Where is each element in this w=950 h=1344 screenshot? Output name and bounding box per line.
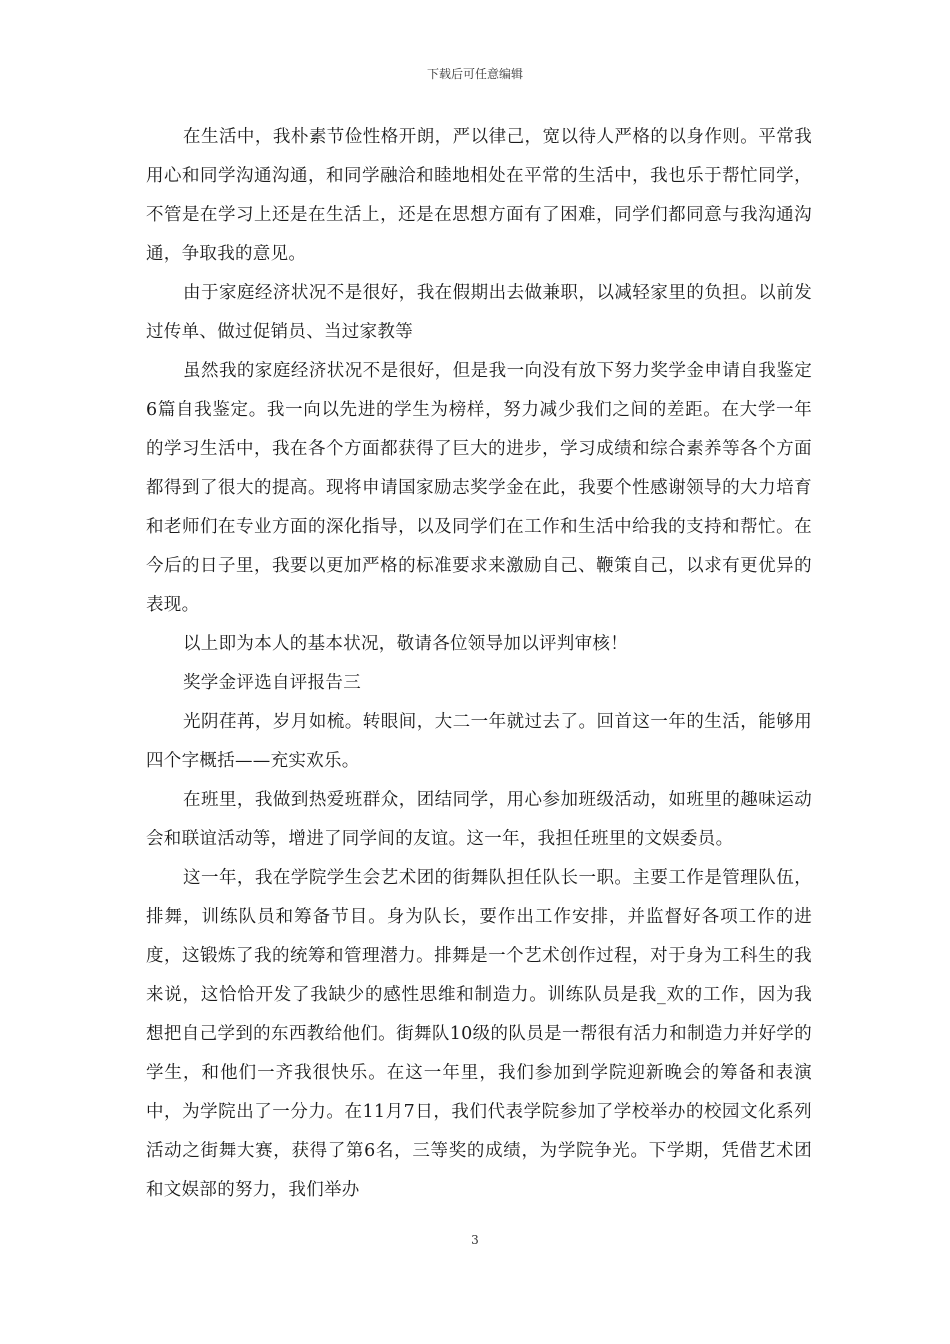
paragraph-part-time: 由于家庭经济状况不是很好，我在假期出去做兼职，以减轻家里的负担。以前发过传单、做过促销员、当过家教等 xyxy=(146,283,812,342)
paragraph-intro: 光阴荏苒，岁月如梳。转眼间，大二一年就过去了。回首这一年的生活，能够用四个字概括——充实欢乐。 xyxy=(146,712,812,771)
page-number: 3 xyxy=(471,1233,479,1247)
paragraph-class: 在班里，我做到热爱班群众，团结同学，用心参加班级活动，如班里的趣味运动会和联谊活动等，增进了同学间的友谊。这一年，我担任班里的文娱委员。 xyxy=(146,790,812,849)
page-header: 下载后可任意编辑 xyxy=(426,67,523,81)
paragraph-closing: 以上即为本人的基本状况，敬请各位领导加以评判审核！ xyxy=(183,634,628,654)
document-body xyxy=(146,118,812,1210)
paragraph-life: 在生活中，我朴素节俭性格开朗，严以律己，宽以待人严格的以身作则。平常我用心和同学沟通沟通，和同学融洽和睦地相处在平常的生活中，我也乐于帮忙同学，不管是在学习上还是在生活上，还是在思想方面有了困难，同学们都同意与我沟通沟通，争取我的意见。 xyxy=(146,127,812,264)
paragraph-progress: 虽然我的家庭经济状况不是很好，但是我一向没有放下努力奖学金申请自我鉴定6篇自我鉴定。我一向以先进的学生为榜样，努力减少我们之间的差距。在大学一年的学习生活中，我在各个方面都获得了巨大的进步，学习成绩和综合素养等各个方面都得到了很大的提高。现将申请国家励志奖学金在此，我要个性感谢领导的大力培育和老师们在专业方面的深化指导，以及同学们在工作和生活中给我的支持和帮忙。在今后的日子里，我要以更加严格的标准要求来激励自己、鞭策自己，以求有更优异的表现。 xyxy=(146,361,812,615)
section-heading: 奖学金评选自评报告三 xyxy=(183,673,361,693)
paragraph-dance-team: 这一年，我在学院学生会艺术团的街舞队担任队长一职。主要工作是管理队伍，排舞，训练队员和筹备节目。身为队长，要作出工作安排，并监督好各项工作的进度，这锻炼了我的统筹和管理潜力。排舞是一个艺术创作过程，对于身为工科生的我来说，这恰恰开发了我缺少的感性思维和制造力。训练队员是我_欢的工作，因为我想把自己学到的东西教给他们。街舞队10级的队员是一帮很有活力和制造力并好学的学生，和他们一齐我很快乐。在这一年里，我们参加到学院迎新晚会的筹备和表演中，为学院出了一分力。在11月7日，我们代表学院参加了学校举办的校园文化系列活动之街舞大赛，获得了第6名，三等奖的成绩，为学院争光。下学期，凭借艺术团和文娱部的努力，我们举办 xyxy=(146,868,812,1200)
